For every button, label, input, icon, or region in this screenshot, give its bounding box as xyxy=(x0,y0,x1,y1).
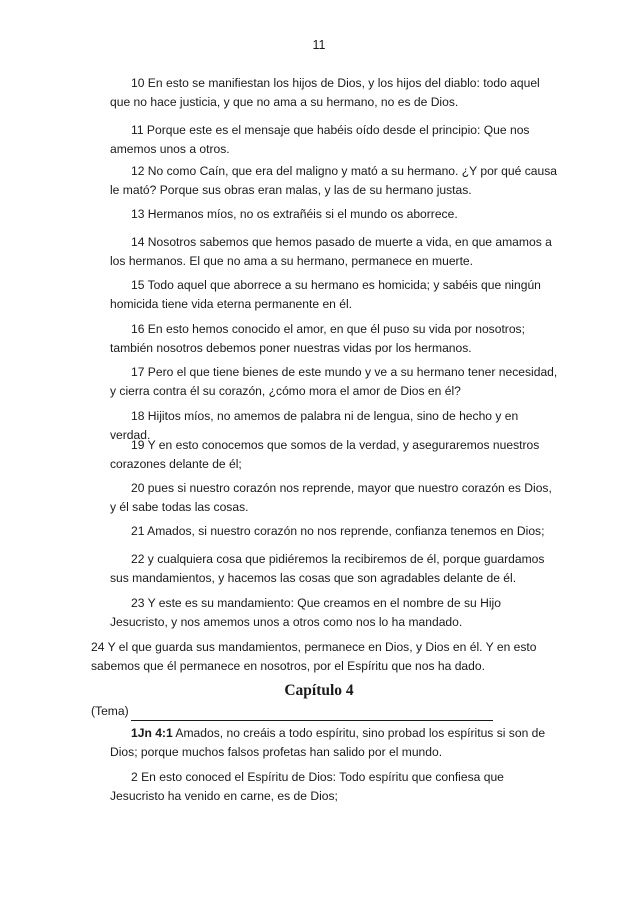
verse-12: 12 No como Caín, que era del maligno y mató a su hermano. ¿Y por qué causa le mató? Porque sus obras eran malas, y las de su hermano justas. xyxy=(110,164,557,197)
verse-10: 10 En esto se manifiestan los hijos de Dios, y los hijos del diablo: todo aquel que no hace justicia, y que no ama a su hermano, no es de Dios. xyxy=(110,76,540,109)
verse-20: 20 pues si nuestro corazón nos reprende, mayor que nuestro corazón es Dios, y él sabe todas las cosas. xyxy=(110,481,552,514)
verse-17: 17 Pero el que tiene bienes de este mundo y ve a su hermano tener necesidad, y cierra contra él su corazón, ¿cómo mora el amor de Dios en él? xyxy=(110,365,558,398)
verse-18: 18 Hijitos míos, no amemos de palabra ni de lengua, sino de hecho y en verdad. xyxy=(110,409,519,442)
tema-label: (Tema) xyxy=(91,704,129,718)
verse-15: 15 Todo aquel que aborrece a su hermano es homicida; y sabéis que ningún homicida tiene vida eterna permanente en él. xyxy=(110,278,541,311)
verse-13: 13 Hermanos míos, no os extrañéis si el mundo os aborrece. xyxy=(131,207,458,221)
verse-11: 11 Porque este es el mensaje que habéis oído desde el principio: Que nos amemos unos a otros. xyxy=(110,123,530,156)
verse-24: 24 Y el que guarda sus mandamientos, permanece en Dios, y Dios en él. Y en esto sabemos que él permanece en nosotros, por el Espíritu que nos ha dado. xyxy=(91,640,537,673)
chapter-title: Capítulo 4 xyxy=(284,682,354,699)
tema-row xyxy=(91,702,493,721)
verse-16: 16 En esto hemos conocido el amor, en que él puso su vida por nosotros; también nosotros debemos poner nuestras vidas por los hermanos. xyxy=(110,322,525,355)
verse-reference: 1Jn 4:1 xyxy=(131,726,173,740)
verse-4-1-text: Amados, no creáis a todo espíritu, sino probad los espíritus si son de Dios; porque muchos falsos profetas han salido por el mundo. xyxy=(110,726,546,759)
verse-21: 21 Amados, si nuestro corazón no nos reprende, confianza tenemos en Dios; xyxy=(131,524,545,538)
page-number: 11 xyxy=(312,38,326,52)
verse-22: 22 y cualquiera cosa que pidiéremos la recibiremos de él, porque guardamos sus mandamientos, y hacemos las cosas que son agradables delante de él. xyxy=(110,552,545,585)
verse-14: 14 Nosotros sabemos que hemos pasado de muerte a vida, en que amamos a los hermanos. El que no ama a su hermano, permanece en muerte. xyxy=(110,235,552,268)
verse-4-1 xyxy=(110,724,560,762)
verse-19: 19 Y en esto conocemos que somos de la verdad, y aseguraremos nuestros corazones delante de él; xyxy=(110,438,540,471)
tema-blank-line[interactable] xyxy=(131,706,493,721)
verse-23: 23 Y este es su mandamiento: Que creamos en el nombre de su Hijo Jesucristo, y nos amemos unos a otros como nos lo ha mandado. xyxy=(110,596,501,629)
verse-4-2: 2 En esto conoced el Espíritu de Dios: Todo espíritu que confiesa que Jesucristo ha venido en carne, es de Dios; xyxy=(110,770,504,803)
